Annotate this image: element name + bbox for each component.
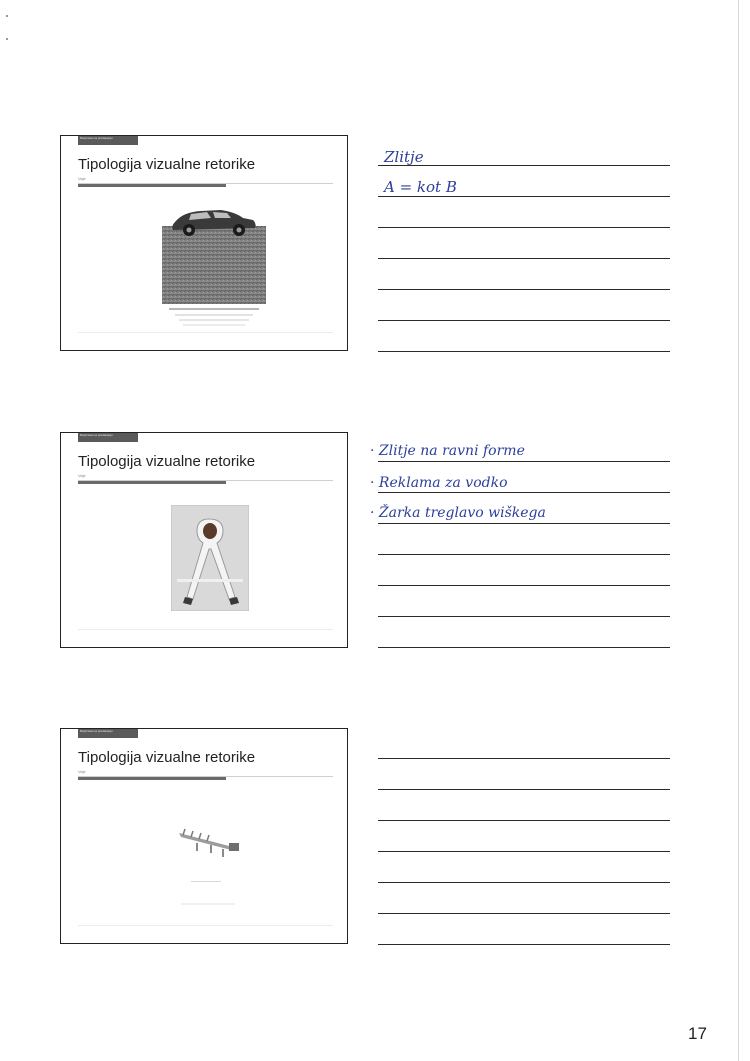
wishbone-legs-image [171, 505, 249, 611]
slide-subtitle: Vaje [78, 769, 86, 774]
note-rule [378, 227, 670, 228]
slide-banner: Razprava na predavanju [78, 136, 138, 145]
slide-footer-line [78, 332, 333, 333]
scan-speck [6, 38, 8, 40]
title-accent-bar [78, 481, 226, 484]
slide-banner: Razprava na predavanju [78, 433, 138, 442]
handwritten-note: · Reklama za vodko [370, 475, 508, 491]
slide-title: Tipologija vizualne retorike [78, 156, 256, 173]
note-rule [378, 523, 670, 524]
handwritten-note: Zlitje [384, 148, 424, 166]
slide-footer-line [78, 629, 333, 630]
note-rule [378, 789, 670, 790]
note-rule [378, 289, 670, 290]
page-number: 17 [688, 1024, 707, 1043]
slide-subtitle: Vaje [78, 473, 86, 478]
title-accent-bar [78, 184, 226, 187]
page-edge [738, 0, 739, 1061]
slide-subtitle: Vaje [78, 176, 86, 181]
note-rule [378, 758, 670, 759]
note-rule [378, 851, 670, 852]
handwritten-note: · Zlitje na ravni forme [370, 443, 525, 459]
slide-thumbnail-3 [60, 728, 348, 944]
object-image [171, 825, 247, 909]
note-rule [378, 258, 670, 259]
note-rule [378, 351, 670, 352]
slide-title: Tipologija vizualne retorike [78, 749, 256, 766]
note-rule [378, 461, 670, 462]
handwritten-note: A = kot B [384, 178, 457, 196]
note-rule [378, 882, 670, 883]
handwritten-note: · Žarka treglavo wiškega [370, 505, 546, 521]
note-rule [378, 647, 670, 648]
note-rule [378, 913, 670, 914]
slide-thumbnail-1 [60, 135, 348, 351]
note-rule [378, 616, 670, 617]
note-rule [378, 554, 670, 555]
title-accent-bar [78, 777, 226, 780]
scan-speck [6, 15, 8, 17]
note-rule [378, 320, 670, 321]
note-rule [378, 944, 670, 945]
note-rule [378, 820, 670, 821]
note-rule [378, 196, 670, 197]
slide-footer-line [78, 925, 333, 926]
note-rule [378, 492, 670, 493]
car-advertisement-image [161, 206, 267, 332]
note-rule [378, 585, 670, 586]
slide-thumbnail-2 [60, 432, 348, 648]
slide-title: Tipologija vizualne retorike [78, 453, 256, 470]
slide-banner: Razprava na predavanju [78, 729, 138, 738]
